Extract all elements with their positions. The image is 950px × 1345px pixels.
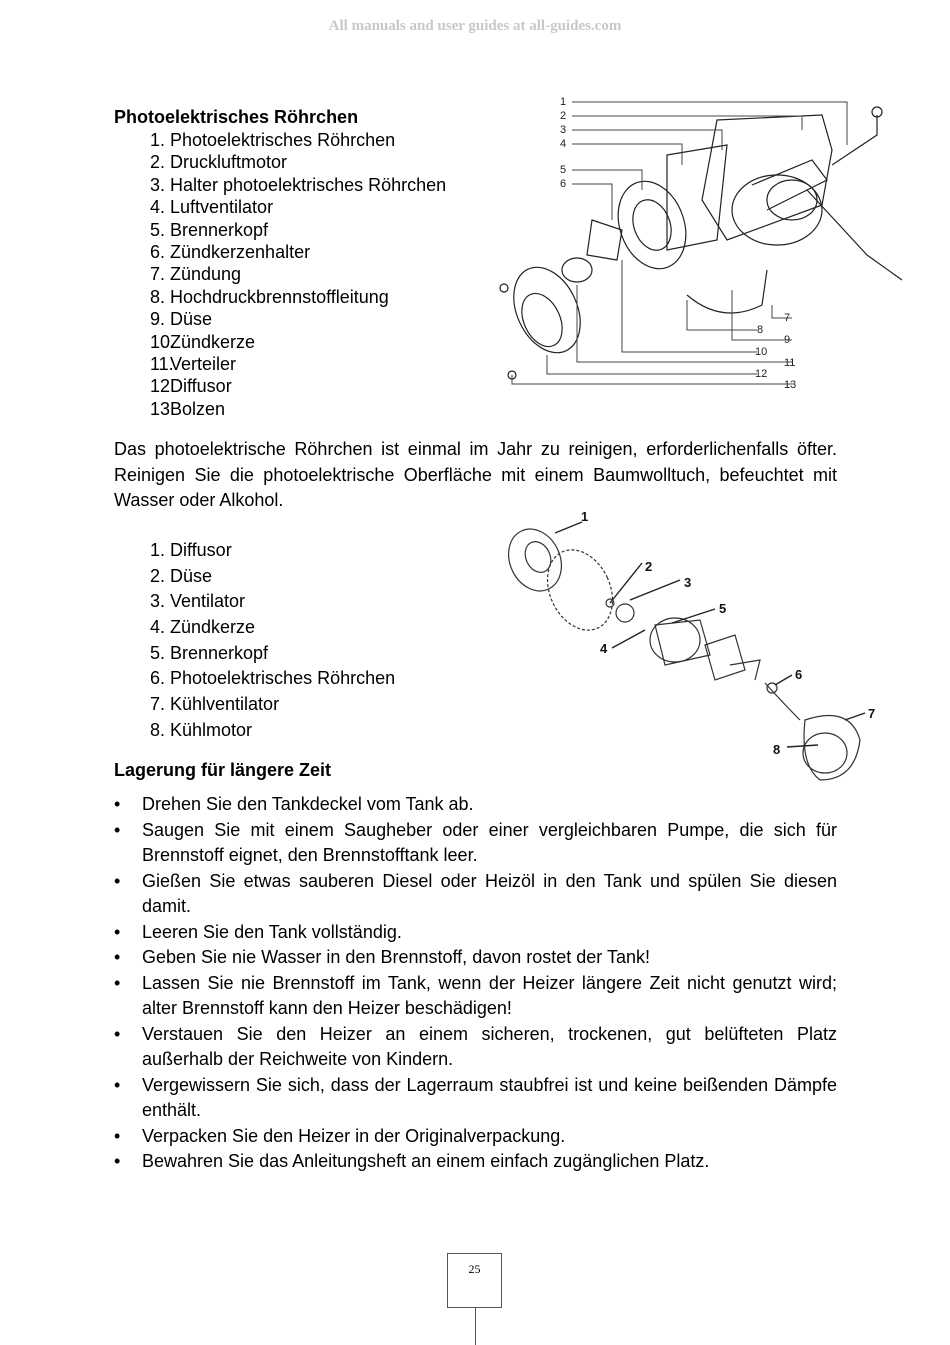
list-item: 1. Diffusor: [150, 540, 232, 560]
list-item: 5. Brennerkopf: [150, 642, 269, 663]
list-item: 7. Zündung: [150, 264, 242, 285]
cleaning-paragraph: Das photoelektrische Röhrchen ist einmal im Jahr zu reinigen, erforderlichenfalls öfter. Reinigen Sie die photoelektrische Oberfläche mit einem Baumwolltuch, befeuchtet mit Wasser oder Alkohol.: [114, 439, 837, 510]
list-item: 3. Halter photoelektrisches Röhrchen: [150, 174, 447, 195]
list-item: • Gießen Sie etwas sauberen Diesel oder Heizöl in den Tank und spülen Sie diesen damit.: [114, 870, 837, 916]
callout-6: 6: [560, 178, 567, 190]
section-title-photo-tube: Photoelektrisches Röhrchen: [114, 107, 359, 127]
callout-7: 7: [868, 706, 876, 721]
page-number: 25: [447, 1253, 502, 1308]
callout-5: 5: [560, 164, 567, 176]
callout-2: 2: [645, 559, 653, 574]
parts-list-1: [114, 129, 446, 420]
callout-8: 8: [757, 324, 764, 336]
list-item: • Leeren Sie den Tank vollständig.: [114, 921, 402, 942]
list-item: 2. Druckluftmotor: [150, 152, 288, 173]
list-item: 6. Zündkerzenhalter: [150, 241, 311, 262]
list-item: 3. Ventilator: [150, 591, 246, 612]
watermark: All manuals and user guides at all-guides.com: [328, 18, 622, 34]
list-item: 1. Photoelektrisches Röhrchen: [150, 130, 396, 150]
callout-13: 13: [784, 379, 797, 391]
callout-9: 9: [784, 334, 791, 346]
list-item: 4. Zündkerze: [150, 617, 256, 638]
page-number-line: [475, 1308, 476, 1345]
callout-5: 5: [719, 601, 727, 616]
heater-exploded-diagram: [492, 90, 922, 395]
list-item: 8. Kühlmotor: [150, 719, 253, 740]
parts-list-2: [114, 538, 395, 744]
list-item: 8. Hochdruckbrennstoffleitung: [150, 286, 389, 307]
burner-exploded-diagram: [500, 505, 890, 790]
callout-6: 6: [795, 667, 803, 682]
callout-12: 12: [755, 368, 768, 380]
list-item: • Vergewissern Sie sich, dass der Lagerraum staubfrei ist und keine beißenden Dämpfe enthält.: [114, 1074, 837, 1120]
list-item: • Geben Sie nie Wasser in den Brennstoff, davon rostet der Tank!: [114, 947, 650, 967]
list-item: 10. Zündkerze: [150, 331, 256, 352]
list-item: 11. Verteiler: [150, 353, 237, 374]
callout-2: 2: [560, 110, 567, 122]
list-item: 5. Brennerkopf: [150, 219, 269, 240]
callout-7: 7: [784, 312, 791, 324]
list-item: 12. Diffusor: [150, 376, 232, 397]
callout-3: 3: [560, 124, 567, 136]
callout-8: 8: [773, 742, 781, 757]
list-item: • Lassen Sie nie Brennstoff im Tank, wenn der Heizer längere Zeit nicht genutzt wird; alter Brennstoff kann den Heizer beschädigen!: [114, 972, 837, 1018]
list-item: 2. Düse: [150, 565, 213, 586]
list-item: • Saugen Sie mit einem Saugheber oder einer vergleichbaren Pumpe, die sich für Brennstoff eignet, den Brennstofftank leer.: [114, 819, 837, 865]
callout-4: 4: [560, 138, 567, 150]
list-item: • Bewahren Sie das Anleitungsheft an einem einfach zugänglichen Platz.: [114, 1151, 710, 1171]
callout-1: 1: [560, 96, 567, 108]
list-item: 13. Bolzen: [150, 398, 226, 419]
section-title-storage: Lagerung für längere Zeit: [114, 760, 332, 780]
callout-3: 3: [684, 575, 692, 590]
storage-bullet-list: [114, 792, 837, 1175]
callout-1: 1: [581, 509, 589, 524]
callout-11: 11: [784, 357, 796, 369]
list-item: • Verpacken Sie den Heizer in der Originalverpackung.: [114, 1125, 566, 1146]
callout-10: 10: [755, 346, 768, 358]
list-item: 9. Düse: [150, 309, 213, 330]
list-item: • Drehen Sie den Tankdeckel vom Tank ab.: [114, 794, 474, 814]
list-item: 4. Luftventilator: [150, 197, 274, 218]
callout-4: 4: [600, 641, 608, 656]
list-item: 6. Photoelektrisches Röhrchen: [150, 668, 396, 689]
list-item: • Verstauen Sie den Heizer an einem sicheren, trockenen, gut belüfteten Platz außerhalb der Reichweite von Kindern.: [114, 1023, 837, 1069]
list-item: 7. Kühlventilator: [150, 694, 280, 715]
